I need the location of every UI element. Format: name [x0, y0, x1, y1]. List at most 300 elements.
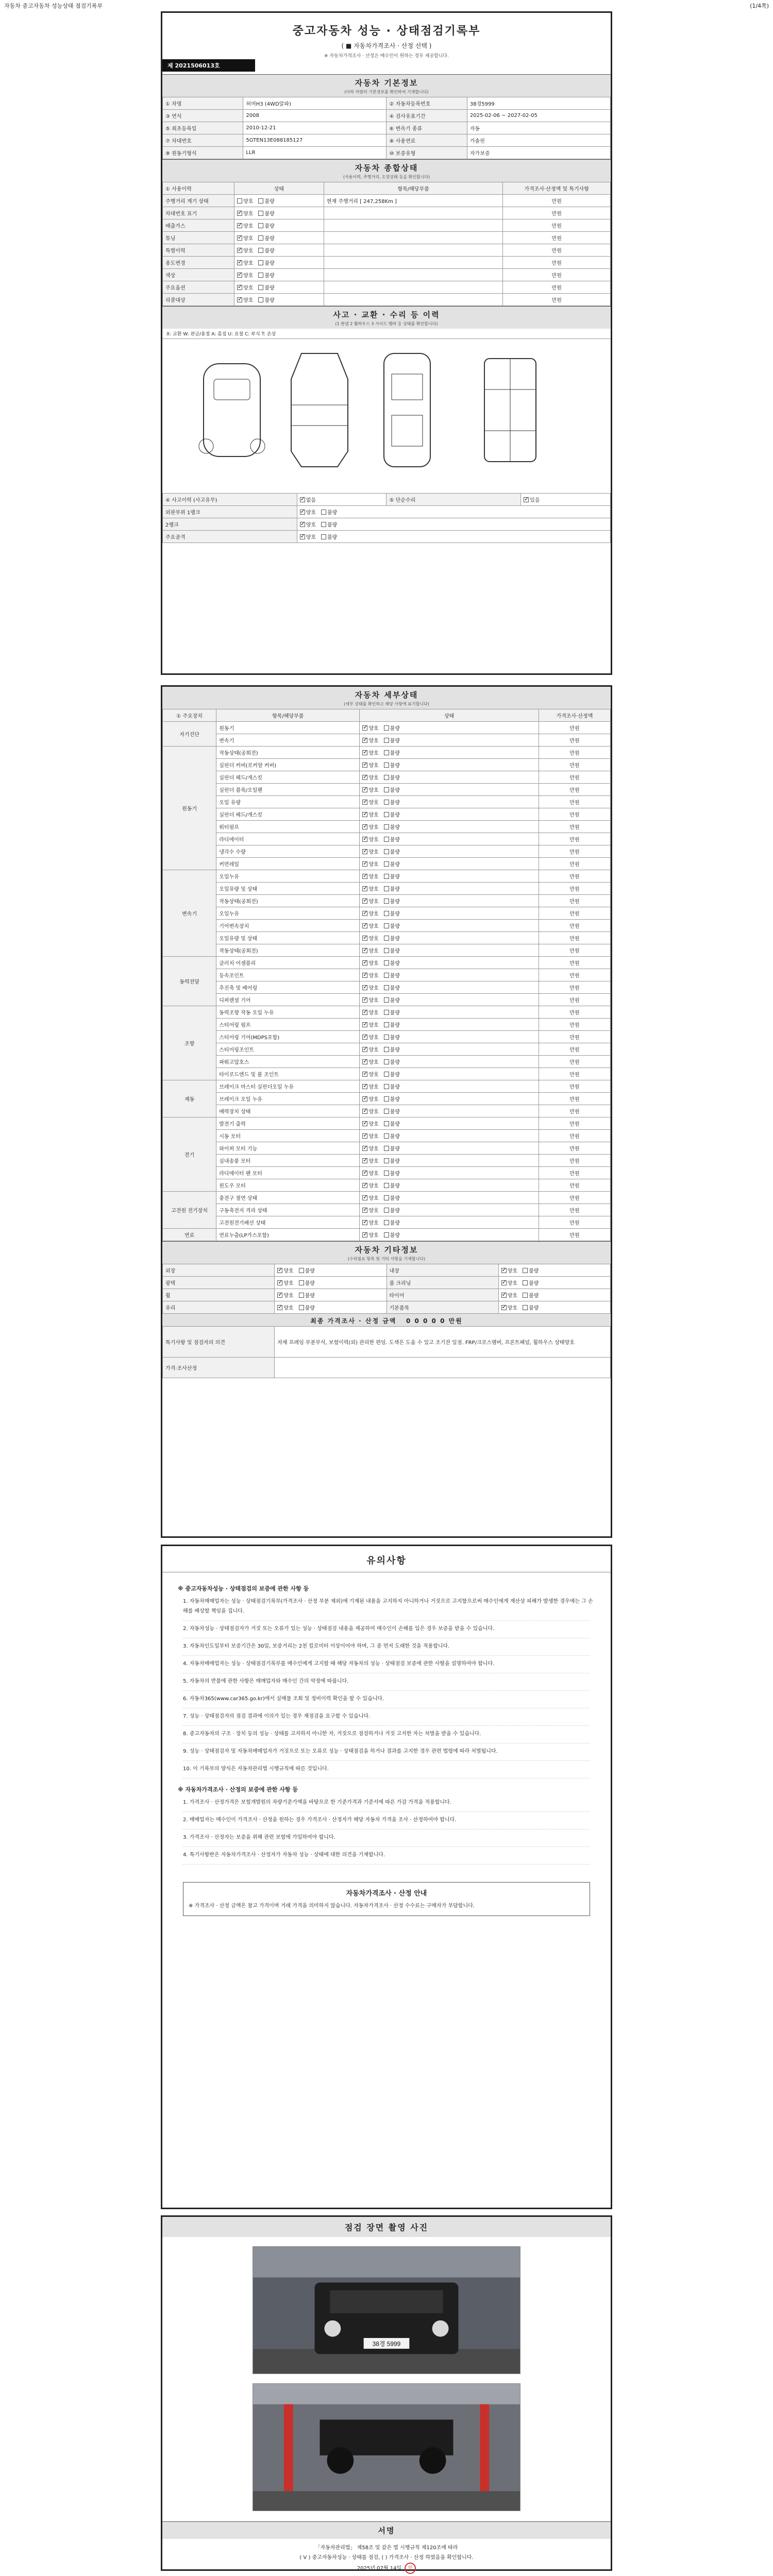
detail-state: [360, 883, 539, 895]
option-label: 양호: [368, 911, 379, 917]
checkbox[interactable]: [321, 522, 326, 527]
summary-item: 용도변경: [163, 257, 234, 269]
checkbox[interactable]: [258, 273, 263, 278]
checkbox[interactable]: [384, 985, 389, 990]
basic-info-label: ④ 검사유효기간: [386, 110, 467, 122]
summary-state: [234, 219, 324, 232]
detail-head-cell: 가격조사·산정액: [539, 709, 610, 722]
detail-item: 워터펌프: [216, 821, 360, 833]
detail-state: [360, 1031, 539, 1043]
detail-price: 만원: [539, 932, 610, 944]
detail-system-name: 고전원 전기장치: [163, 1192, 216, 1229]
checkbox[interactable]: [362, 1072, 367, 1077]
detail-state: [360, 1105, 539, 1117]
summary-detail: 현재 주행거리 [ 247,258Km ]: [324, 195, 503, 207]
checkbox[interactable]: [362, 824, 367, 829]
checkbox[interactable]: [384, 874, 389, 879]
checkbox[interactable]: [362, 1059, 367, 1064]
sign-block: [162, 2539, 611, 2576]
summary-price: 만원: [503, 244, 611, 257]
checkbox[interactable]: [384, 762, 389, 768]
option-label: 불량: [390, 1084, 400, 1090]
detail-item: 동력조향 작동 오일 누유: [216, 1006, 360, 1019]
checkbox[interactable]: [277, 1305, 282, 1310]
option: [277, 1266, 293, 1274]
option: [384, 848, 400, 855]
detail-price: 만원: [539, 1105, 610, 1117]
basic-info-value: 2010-12-21: [243, 122, 386, 134]
option: [362, 996, 378, 1004]
checkbox[interactable]: [299, 1268, 304, 1273]
checkbox[interactable]: [237, 223, 242, 228]
checkbox[interactable]: [384, 936, 389, 941]
detail-state: [360, 1080, 539, 1093]
basic-info-label: ③ 연식: [163, 110, 243, 122]
checkbox[interactable]: [258, 211, 263, 216]
option: [384, 1169, 400, 1177]
checkbox[interactable]: [362, 725, 367, 731]
detail-row: [163, 1179, 611, 1192]
summary-detail: [324, 232, 503, 244]
summary-item: 주행거리 계기 상태: [163, 195, 234, 207]
detail-state: [360, 808, 539, 821]
detail-price: 만원: [539, 845, 610, 858]
summary-detail: [324, 269, 503, 281]
option: [362, 1144, 378, 1152]
car-front-view: [193, 348, 271, 472]
option: [384, 1157, 400, 1164]
detail-price: 만원: [539, 747, 610, 759]
detail-price: 만원: [539, 1142, 610, 1155]
detail-price: 만원: [539, 981, 610, 994]
checkbox[interactable]: [384, 738, 389, 743]
checkbox[interactable]: [384, 1072, 389, 1077]
option-label: 불량: [390, 924, 400, 929]
checkbox[interactable]: [384, 849, 389, 854]
detail-price: 만원: [539, 833, 610, 845]
checkbox[interactable]: [362, 997, 367, 1003]
checkbox[interactable]: [362, 1096, 367, 1101]
checkbox[interactable]: [362, 1047, 367, 1052]
document-header: [162, 13, 611, 63]
option: [362, 1231, 378, 1239]
option: [384, 996, 400, 1004]
checkbox[interactable]: [384, 787, 389, 792]
checkbox[interactable]: [237, 260, 242, 265]
detail-state: [360, 1068, 539, 1080]
accident-group-options: [297, 506, 610, 518]
detail-state: [360, 1167, 539, 1179]
detail-state: [360, 1229, 539, 1241]
detail-state: [360, 944, 539, 957]
checkbox[interactable]: [501, 1268, 507, 1273]
detail-item: 작동상태(공회전): [216, 944, 360, 957]
checkbox[interactable]: [362, 911, 367, 916]
checkbox[interactable]: [362, 1010, 367, 1015]
checkbox[interactable]: [362, 738, 367, 743]
detail-item: 오일누유: [216, 870, 360, 883]
checkbox[interactable]: [237, 248, 242, 253]
checkbox[interactable]: [362, 1022, 367, 1027]
document-title: 중고자동차 성능 · 상태점검기록부: [292, 25, 481, 38]
checkbox[interactable]: [384, 1084, 389, 1089]
checkbox[interactable]: [501, 1293, 507, 1298]
checkbox[interactable]: [237, 211, 242, 216]
checkbox[interactable]: [384, 1096, 389, 1101]
checkbox[interactable]: [300, 522, 305, 527]
checkbox[interactable]: [258, 285, 263, 290]
checkbox[interactable]: [384, 1195, 389, 1200]
option: [384, 1082, 400, 1090]
checkbox[interactable]: [384, 1146, 389, 1151]
summary-detail: [324, 257, 503, 269]
detail-state: [360, 1130, 539, 1142]
detail-price: 만원: [539, 796, 610, 808]
basic-info-label: ⑤ 최초등록일: [163, 122, 243, 134]
car-diagram: [162, 338, 611, 493]
checkbox[interactable]: [362, 1035, 367, 1040]
option: [362, 1095, 378, 1103]
option: [362, 1008, 378, 1016]
checkbox[interactable]: [362, 874, 367, 879]
detail-state: [360, 1056, 539, 1068]
checkbox[interactable]: [384, 750, 389, 755]
notice-divider: [183, 1653, 590, 1656]
detail-row: [163, 1216, 611, 1229]
checkbox[interactable]: [384, 861, 389, 867]
detail-state: [360, 895, 539, 907]
checkbox[interactable]: [384, 973, 389, 978]
checkbox[interactable]: [384, 1232, 389, 1238]
summary-item: 배출가스: [163, 219, 234, 232]
detail-price: 만원: [539, 821, 610, 833]
option-label: 불량: [327, 510, 338, 516]
checkbox[interactable]: [362, 1195, 367, 1200]
summary-item: 차대번호 표기: [163, 207, 234, 219]
summary-price: 만원: [503, 219, 611, 232]
checkbox[interactable]: [384, 1133, 389, 1139]
checkbox[interactable]: [384, 837, 389, 842]
checkbox[interactable]: [300, 510, 305, 515]
detail-item: 라디에이터 팬 모터: [216, 1167, 360, 1179]
option: [237, 259, 253, 266]
option: [237, 283, 253, 291]
checkbox[interactable]: [362, 960, 367, 965]
detail-price: 만원: [539, 969, 610, 981]
checkbox[interactable]: [321, 534, 326, 539]
option: [384, 1181, 400, 1189]
detail-row: [163, 1019, 611, 1031]
detail-state: [360, 747, 539, 759]
checkbox[interactable]: [384, 1171, 389, 1176]
checkbox[interactable]: [362, 1158, 367, 1163]
detail-price: 만원: [539, 1179, 610, 1192]
option: [384, 1058, 400, 1065]
detail-state: [360, 1155, 539, 1167]
responsibility-title: 자동차가격조사 · 산정 안내: [346, 1889, 427, 1897]
notice-divider: [183, 1844, 590, 1847]
detail-price: 만원: [539, 957, 610, 969]
accident-q1-value: ✓ 없음: [297, 494, 386, 506]
checkbox[interactable]: [362, 849, 367, 854]
responsibility-text: ※ 가격조사 · 산정 금액은 참고 가격이며 거래 가격을 의미하지 않습니다. 자동차가격조사 · 산정 수수료는 구매자가 부담합니다.: [189, 1903, 475, 1909]
option: [501, 1266, 517, 1274]
checkbox[interactable]: [384, 997, 389, 1003]
checkbox[interactable]: [362, 861, 367, 867]
detail-row: [163, 1043, 611, 1056]
option: [384, 773, 400, 781]
checkbox[interactable]: [384, 911, 389, 916]
option-label: 불량: [390, 986, 400, 991]
checkbox[interactable]: [277, 1280, 282, 1285]
checkbox[interactable]: [362, 800, 367, 805]
detail-state: [360, 833, 539, 845]
detail-state: [360, 957, 539, 969]
option-label: 양호: [368, 1097, 379, 1103]
checkbox[interactable]: [362, 985, 367, 990]
checkbox[interactable]: [501, 1305, 507, 1310]
checkbox[interactable]: [362, 886, 367, 891]
summary-state: [234, 269, 324, 281]
checkbox[interactable]: [384, 1059, 389, 1064]
opinion-table: [162, 1326, 611, 1378]
checkbox[interactable]: [362, 1084, 367, 1089]
accident-group-label: 외판부위 1랭크: [163, 506, 297, 518]
notice-body: [162, 1572, 611, 1873]
option-label: 양호: [368, 986, 379, 991]
detail-item: 실린더 커버(로커암 커버): [216, 759, 360, 771]
checkbox[interactable]: [258, 235, 263, 241]
option: [362, 823, 378, 831]
checkbox[interactable]: [362, 1133, 367, 1139]
checkbox[interactable]: [384, 1035, 389, 1040]
option-label: 불량: [264, 298, 275, 303]
summary-item: 주요옵션: [163, 281, 234, 294]
checkbox[interactable]: [237, 285, 242, 290]
checkbox[interactable]: [384, 899, 389, 904]
checkbox[interactable]: [523, 1268, 528, 1273]
checkbox[interactable]: [300, 534, 305, 539]
option-label: 불량: [390, 751, 400, 756]
checkbox[interactable]: [384, 1109, 389, 1114]
detail-price: 만원: [539, 759, 610, 771]
checkbox[interactable]: [299, 1280, 304, 1285]
summary-state: [234, 207, 324, 219]
checkbox[interactable]: [384, 948, 389, 953]
other-table: [162, 1264, 611, 1314]
other-row: [163, 1277, 611, 1289]
option-label: 양호: [306, 522, 316, 528]
other-state: [275, 1277, 386, 1289]
checkbox[interactable]: [384, 923, 389, 928]
option-label: 양호: [368, 726, 379, 732]
detail-price: 만원: [539, 920, 610, 932]
checkbox[interactable]: [384, 725, 389, 731]
detail-price: 만원: [539, 1117, 610, 1130]
detail-system-name: 원동기: [163, 747, 216, 870]
option-label: 양호: [243, 199, 254, 205]
option: [362, 872, 378, 880]
checkbox[interactable]: [362, 1232, 367, 1238]
option-label: 양호: [368, 961, 379, 967]
option-label: 불량: [529, 1306, 539, 1311]
accident-group-row: [163, 531, 611, 543]
checkbox[interactable]: [237, 198, 242, 204]
detail-row: [163, 833, 611, 845]
checkbox[interactable]: [384, 1010, 389, 1015]
checkbox[interactable]: [384, 960, 389, 965]
top-bar-right: (1/4쪽): [750, 3, 769, 9]
detail-price: 만원: [539, 1093, 610, 1105]
summary-row: [163, 269, 611, 281]
checkbox[interactable]: [362, 899, 367, 904]
checkbox[interactable]: [362, 1183, 367, 1188]
document-note: ※ 자동차가격조사 · 산정은 매수인이 원하는 경우 제공합니다.: [324, 54, 449, 59]
detail-price: 만원: [539, 994, 610, 1006]
option-label: 양호: [243, 248, 254, 254]
checkbox[interactable]: [277, 1293, 282, 1298]
checkbox[interactable]: [523, 1293, 528, 1298]
detail-price: 만원: [539, 870, 610, 883]
checkbox[interactable]: [523, 1280, 528, 1285]
detail-row: [163, 796, 611, 808]
checkbox[interactable]: [384, 1220, 389, 1225]
checkbox[interactable]: [299, 1293, 304, 1298]
option: [384, 1120, 400, 1127]
other-title: 자동차 기타정보: [162, 1242, 611, 1256]
summary-price: 만원: [503, 232, 611, 244]
notice-heading-1: ※ 중고자동차성능 · 상태점검의 보증에 관한 사항 등: [178, 1585, 309, 1592]
checkbox[interactable]: [362, 973, 367, 978]
checkbox[interactable]: [362, 750, 367, 755]
checkbox[interactable]: [321, 510, 326, 515]
checkbox[interactable]: [258, 248, 263, 253]
checkbox[interactable]: [384, 1158, 389, 1163]
summary-state: [234, 294, 324, 306]
checkbox[interactable]: [362, 1109, 367, 1114]
checkbox[interactable]: [362, 1220, 367, 1225]
sign-line-1: 「자동차관리법」 제58조 및 같은 법 시행규칙 제120조에 따라: [315, 2545, 458, 2551]
detail-item: 냉각수 수량: [216, 845, 360, 858]
checkbox[interactable]: [362, 787, 367, 792]
checkbox[interactable]: [258, 223, 263, 228]
option: [384, 1107, 400, 1115]
other-item: 외장: [163, 1264, 275, 1277]
option: [362, 984, 378, 991]
detail-row: [163, 1056, 611, 1068]
option-label: 양호: [368, 1134, 379, 1140]
detail-item: 클러치 어셈블리: [216, 957, 360, 969]
option-label: 양호: [368, 862, 379, 868]
option: [258, 222, 274, 229]
option-label: 불량: [390, 936, 400, 942]
checkbox[interactable]: [299, 1305, 304, 1310]
notice-divider: [183, 1723, 590, 1726]
checkbox[interactable]: [362, 923, 367, 928]
option: [277, 1303, 293, 1311]
checkbox[interactable]: [523, 1305, 528, 1310]
checkbox[interactable]: [362, 936, 367, 941]
option: [362, 1082, 378, 1090]
accident-group-options: [297, 518, 610, 531]
checkbox[interactable]: [237, 235, 242, 241]
notice-paragraph: 2. 매매업자는 매수인이 가격조사 · 산정을 원하는 경우 가격조사 · 산정자가 해당 자동차 가격을 조사 · 산정하여야 합니다.: [183, 1817, 457, 1823]
checkbox[interactable]: [384, 1047, 389, 1052]
checkbox[interactable]: [237, 297, 242, 302]
option-label: 양호: [368, 887, 379, 892]
checkbox[interactable]: [258, 198, 263, 204]
checkbox[interactable]: [277, 1268, 282, 1273]
checkbox[interactable]: [384, 1121, 389, 1126]
option-label: 불량: [390, 1010, 400, 1016]
checkbox[interactable]: [362, 1171, 367, 1176]
checkbox[interactable]: [384, 886, 389, 891]
checkbox[interactable]: [501, 1280, 507, 1285]
option-label: 양호: [368, 751, 379, 756]
option: [523, 1303, 539, 1311]
checkbox[interactable]: [362, 948, 367, 953]
detail-state: [360, 796, 539, 808]
option-label: 불량: [327, 535, 338, 540]
detail-row: [163, 858, 611, 870]
detail-item: 라디에이터: [216, 833, 360, 845]
checkbox[interactable]: [362, 837, 367, 842]
option-label: 양호: [368, 936, 379, 942]
detail-price: 만원: [539, 1080, 610, 1093]
option: [362, 909, 378, 917]
option-label: 불량: [390, 961, 400, 967]
option-label: 불량: [305, 1306, 315, 1311]
option-label: 양호: [368, 998, 379, 1004]
checkbox[interactable]: [237, 273, 242, 278]
checkbox[interactable]: [384, 824, 389, 829]
option: [300, 508, 316, 516]
option-label: 양호: [283, 1306, 294, 1311]
checkbox[interactable]: [362, 1146, 367, 1151]
detail-head-cell: 상태: [360, 709, 539, 722]
other-state: [498, 1289, 610, 1301]
checkbox[interactable]: [384, 1208, 389, 1213]
option: [258, 246, 274, 254]
checkbox[interactable]: [362, 775, 367, 780]
checkbox[interactable]: [362, 812, 367, 817]
checkbox[interactable]: [384, 775, 389, 780]
option: [237, 197, 253, 205]
option: [384, 749, 400, 756]
checkbox[interactable]: [384, 1022, 389, 1027]
checkbox[interactable]: [362, 762, 367, 768]
detail-item: 오일누유: [216, 907, 360, 920]
checkbox[interactable]: [384, 1183, 389, 1188]
checkbox[interactable]: [258, 297, 263, 302]
option-label: 불량: [390, 850, 400, 855]
detail-state: [360, 969, 539, 981]
option: [237, 246, 253, 254]
notice-paragraph: 1. 가격조사 · 산정가격은 보험개발원의 차량기준가액을 바탕으로 한 기준가격과 기준서에 따른 가감 가격을 적용합니다.: [183, 1799, 451, 1805]
checkbox[interactable]: [362, 1208, 367, 1213]
checkbox[interactable]: [384, 812, 389, 817]
checkbox[interactable]: [384, 800, 389, 805]
detail-item: 오일유량 및 상태: [216, 883, 360, 895]
detail-row: [163, 808, 611, 821]
detail-row: [163, 1117, 611, 1130]
checkbox[interactable]: [362, 1121, 367, 1126]
option-label: 불량: [390, 812, 400, 818]
checkbox[interactable]: [258, 260, 263, 265]
option-label: 양호: [507, 1293, 518, 1299]
notice-divider: [183, 1740, 590, 1743]
option: [384, 1045, 400, 1053]
